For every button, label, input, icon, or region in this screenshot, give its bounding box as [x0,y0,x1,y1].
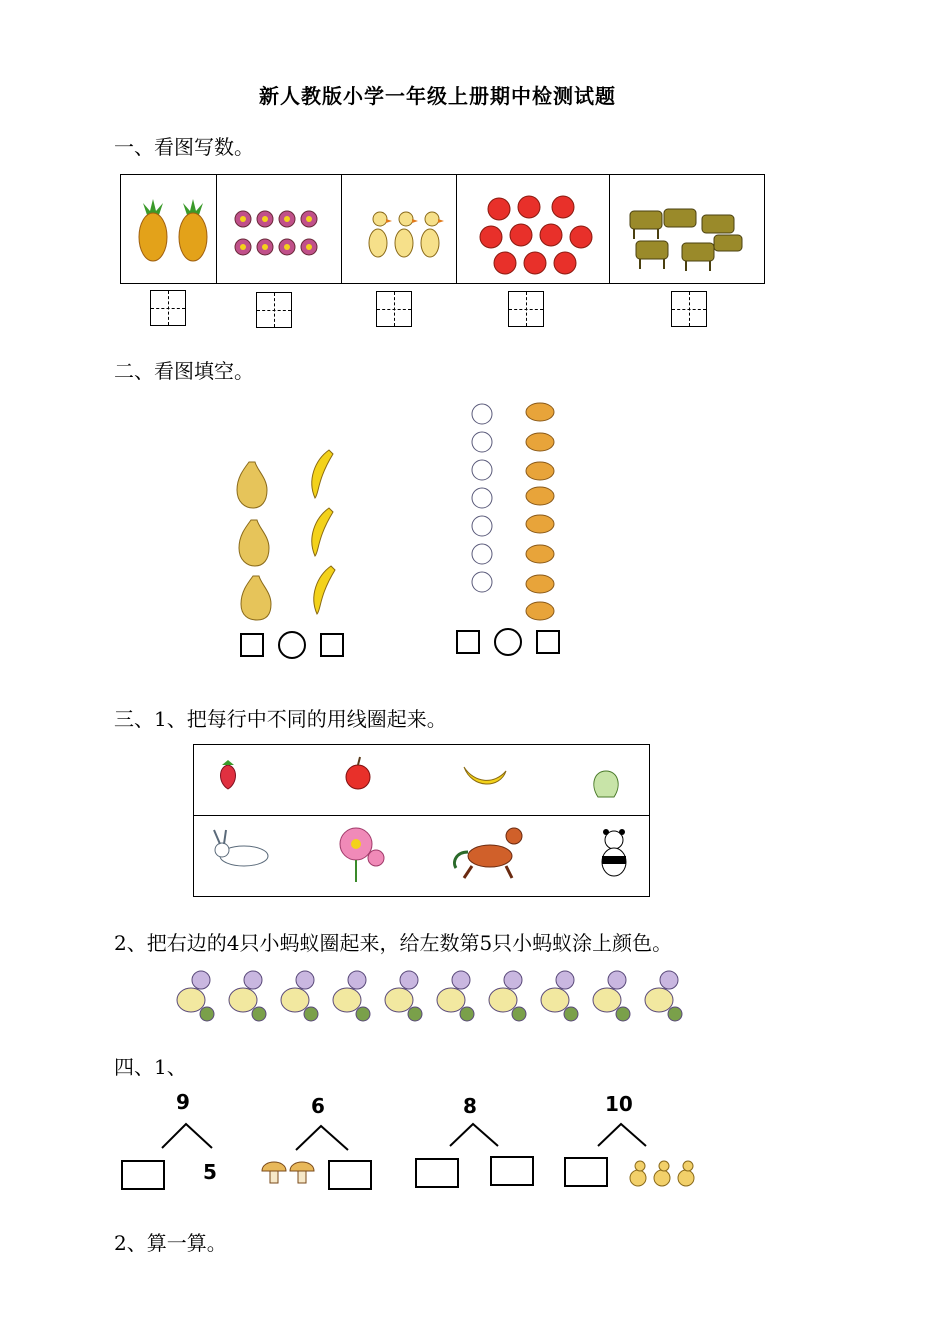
tree-4-branch [596,1122,648,1148]
ant-icon[interactable] [593,971,630,1021]
rabbit-monkey-picture [462,398,572,626]
odd-row-1 [194,745,650,816]
flower-icon[interactable] [340,828,384,882]
tree-1-branch [160,1122,214,1150]
duck-cell [342,175,457,284]
tree-2-top: 6 [311,1094,325,1118]
flower-icon [217,175,341,279]
tree-1-right: 5 [203,1160,217,1184]
section-4-heading: 四、1、 [114,1055,187,1079]
section-4b-heading: 2、算一算。 [114,1231,227,1255]
page-title: 新人教版小学一年级上册期中检测试题 [259,84,616,108]
horse-icon[interactable] [455,828,523,878]
tree-3-branch [448,1122,500,1148]
ant-icon[interactable] [229,971,266,1021]
duck-icon [342,175,456,279]
odd-one-out-table [193,744,650,897]
section-2-heading: 二、看图填空。 [114,359,254,383]
ant-icon[interactable] [645,971,682,1021]
compare-circle-1[interactable] [278,631,306,659]
mushroom-icon [260,1157,320,1187]
ant-icon[interactable] [437,971,474,1021]
section-3-heading: 三、1、把每行中不同的用线圈起来。 [114,707,447,731]
cattle-cell [610,175,765,284]
answer-box-duck[interactable] [376,291,412,327]
odd-row-2 [194,816,650,897]
small-duck-icon [626,1158,698,1190]
ant-icon[interactable] [541,971,578,1021]
count-picture-table [120,174,765,284]
tree-3-right-box[interactable] [490,1156,534,1186]
panda-icon[interactable] [602,829,626,876]
tomato-cell [457,175,610,284]
ant-icon[interactable] [281,971,318,1021]
cattle-icon [610,175,764,279]
cabbage-icon[interactable] [594,771,618,797]
answer-box-cattle[interactable] [671,291,707,327]
ant-icon[interactable] [489,971,526,1021]
ant-icon[interactable] [333,971,370,1021]
ant-icon[interactable] [385,971,422,1021]
tree-2-right-box[interactable] [328,1160,372,1190]
rabbit-icon[interactable] [214,830,268,866]
tree-1-top: 9 [176,1090,190,1114]
pineapple-cell [121,175,217,284]
compare-box-right-1[interactable] [320,633,344,657]
ant-icon[interactable] [177,971,214,1021]
apple-icon[interactable] [346,757,370,789]
tree-2-branch [294,1124,350,1152]
compare-circle-2[interactable] [494,628,522,656]
answer-box-flower[interactable] [256,292,292,328]
tree-1-left-box[interactable] [121,1160,165,1190]
tree-4-left-box[interactable] [564,1157,608,1187]
compare-box-right-2[interactable] [536,630,560,654]
compare-box-left-1[interactable] [240,633,264,657]
answer-box-pineapple[interactable] [150,290,186,326]
section-1-heading: 一、看图写数。 [114,135,254,159]
flower-cell [217,175,342,284]
tree-3-left-box[interactable] [415,1158,459,1188]
strawberry-icon[interactable] [221,760,236,789]
tomato-icon [457,175,609,279]
pineapple-icon [121,175,216,279]
answer-box-tomato[interactable] [508,291,544,327]
tree-3-top: 8 [463,1094,477,1118]
section-3b-heading: 2、把右边的4只小蚂蚁圈起来，给左数第5只小蚂蚁涂上颜色。 [114,931,673,955]
ant-row [165,962,700,1030]
compare-box-left-2[interactable] [456,630,480,654]
pear-banana-picture [215,440,355,630]
tree-4-top: 10 [605,1092,633,1116]
banana-icon[interactable] [464,767,506,784]
